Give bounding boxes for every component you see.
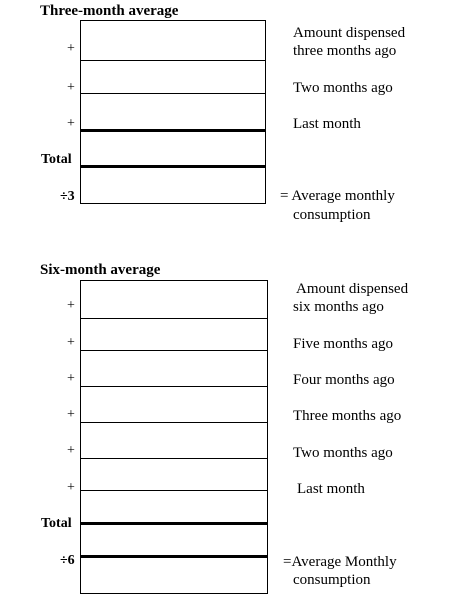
six-month-divide-label: ÷6 bbox=[60, 553, 75, 568]
six-month-plus-sign: + bbox=[67, 480, 75, 495]
six-month-total-label: Total bbox=[41, 516, 72, 531]
six-month-amount-field-6[interactable] bbox=[81, 459, 267, 490]
three-month-amount-field-2[interactable] bbox=[81, 61, 265, 93]
three-month-result-label-line1: = Average monthly bbox=[280, 188, 395, 204]
six-month-plus-sign: + bbox=[67, 443, 75, 458]
six-month-row-label: Last month bbox=[297, 481, 365, 497]
six-month-row-label-line1: Amount dispensed bbox=[296, 281, 409, 297]
six-month-plus-sign: + bbox=[67, 371, 75, 386]
six-month-result-label-line1: =Average Monthly bbox=[283, 554, 397, 570]
three-month-amount-field-1[interactable] bbox=[81, 21, 265, 60]
six-month-amount-field-5[interactable] bbox=[81, 423, 267, 458]
three-month-plus-sign: + bbox=[67, 41, 75, 56]
three-month-amount-field-3[interactable] bbox=[81, 94, 265, 129]
six-month-amount-field-3[interactable] bbox=[81, 351, 267, 386]
six-month-row-label: Three months ago bbox=[293, 408, 402, 424]
six-month-row-label: Four months ago bbox=[293, 372, 395, 388]
three-month-total-field[interactable] bbox=[81, 132, 265, 165]
six-month-total-field[interactable] bbox=[81, 525, 267, 555]
six-month-title: Six-month average bbox=[40, 262, 161, 278]
three-month-divide-label: ÷3 bbox=[60, 189, 75, 204]
three-month-result-label-line2: consumption bbox=[293, 207, 371, 223]
six-month-plus-sign: + bbox=[67, 298, 75, 313]
six-month-amount-field-2[interactable] bbox=[81, 319, 267, 350]
three-month-plus-sign: + bbox=[67, 80, 75, 95]
six-month-result-label-line2: consumption bbox=[293, 572, 371, 588]
three-month-row-label: Two months ago bbox=[293, 80, 393, 96]
six-month-amount-field-1[interactable] bbox=[81, 281, 267, 318]
three-month-average-field[interactable] bbox=[81, 168, 265, 203]
six-month-row-label-line2: six months ago bbox=[293, 299, 384, 315]
six-month-plus-sign: + bbox=[67, 335, 75, 350]
three-month-total-label: Total bbox=[41, 152, 72, 167]
three-month-title: Three-month average bbox=[40, 3, 179, 19]
six-month-row-label: Two months ago bbox=[293, 445, 393, 461]
three-month-row-label: Last month bbox=[293, 116, 361, 132]
three-month-row-label-line1: Amount dispensed bbox=[293, 25, 406, 41]
six-month-average-field[interactable] bbox=[81, 558, 267, 593]
three-month-row-label-line2: three months ago bbox=[293, 43, 397, 59]
six-month-row-divider bbox=[80, 490, 268, 491]
six-month-row-label: Five months ago bbox=[293, 336, 393, 352]
six-month-plus-sign: + bbox=[67, 407, 75, 422]
three-month-plus-sign: + bbox=[67, 116, 75, 131]
six-month-amount-field-4[interactable] bbox=[81, 387, 267, 422]
